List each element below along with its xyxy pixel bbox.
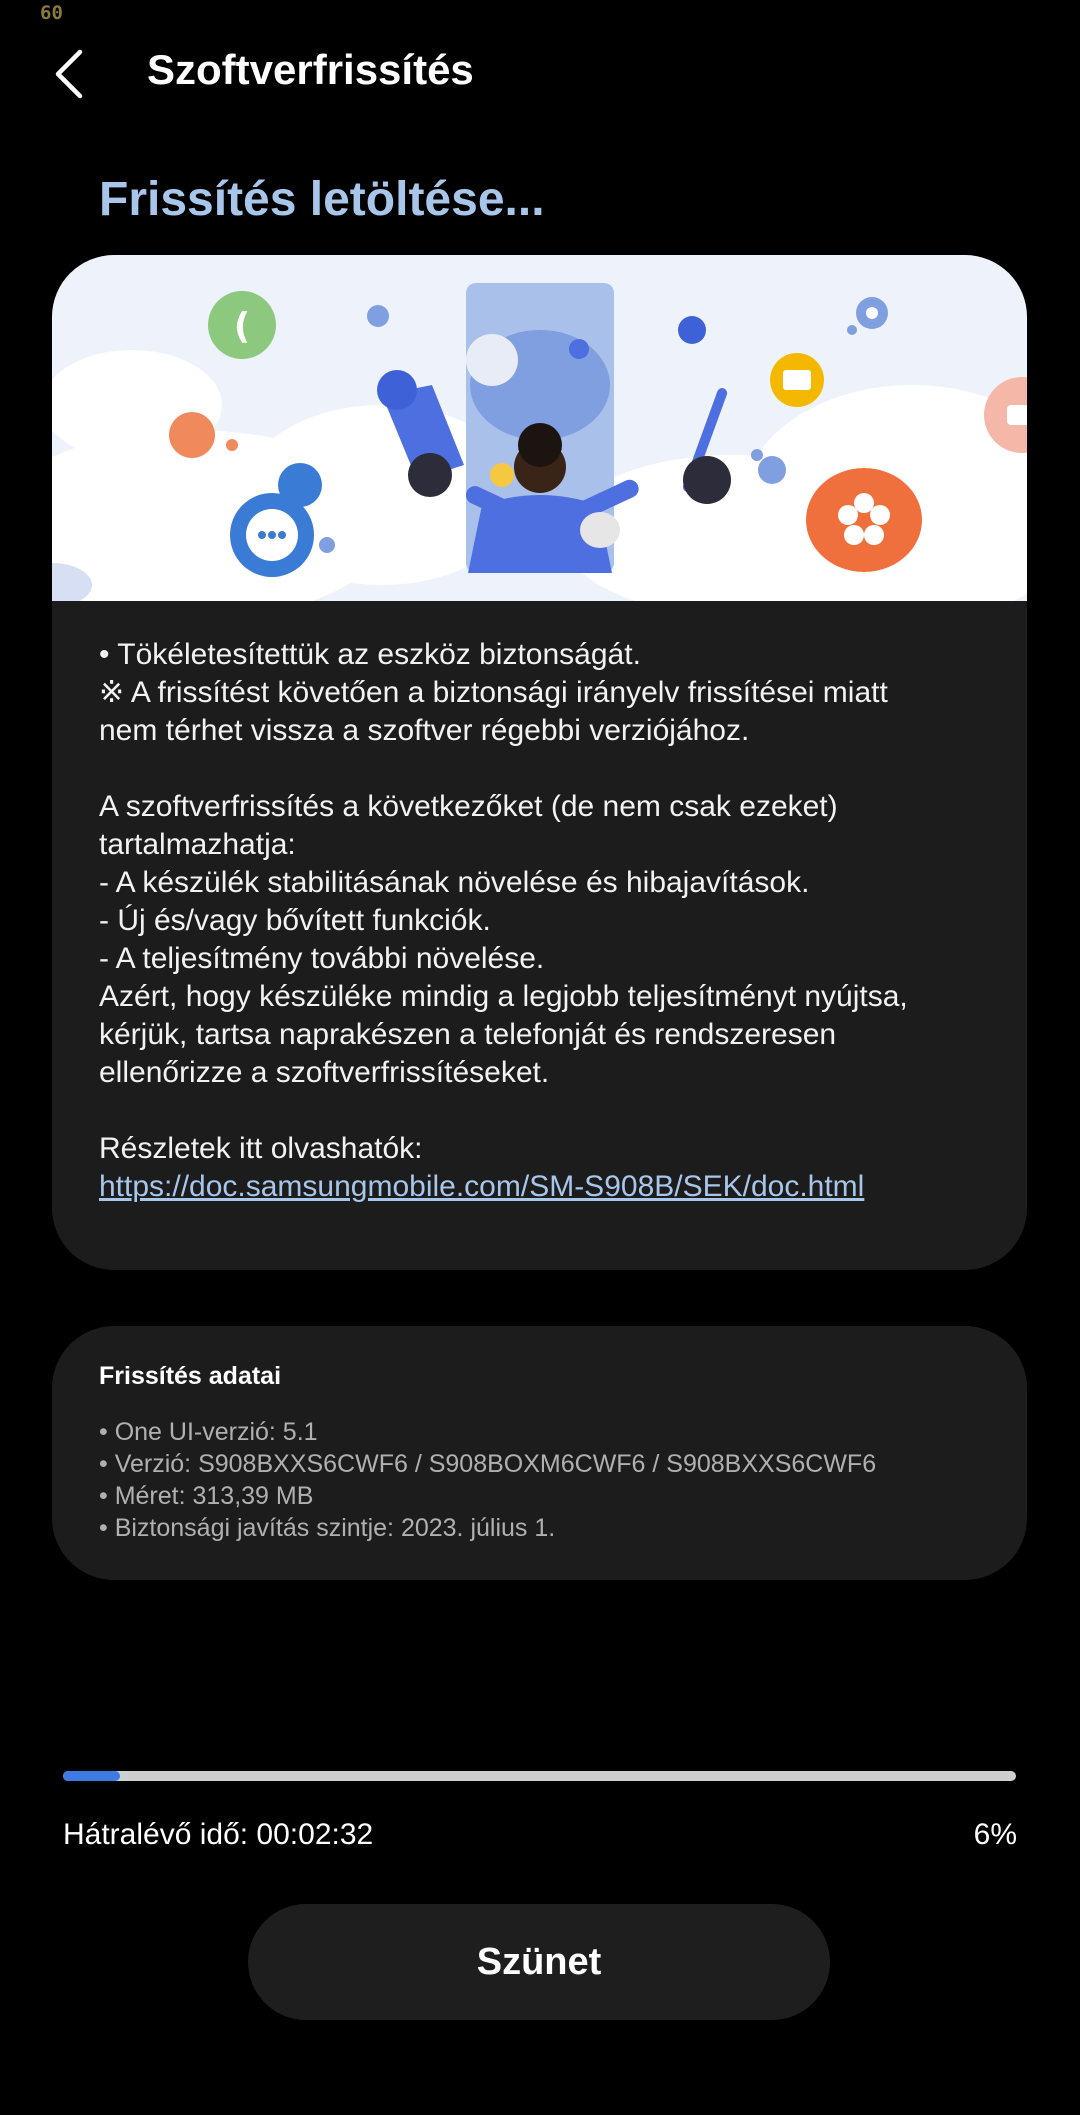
progress-percent: 6% <box>973 1818 1017 1851</box>
release-notes-text <box>99 636 999 1206</box>
notes-details-label: Részletek itt olvashatók: <box>99 1132 423 1165</box>
update-info-list <box>99 1416 876 1544</box>
update-info-title: Frissítés adatai <box>99 1362 282 1390</box>
update-info-card <box>52 1326 1027 1580</box>
download-progress-bar <box>63 1771 1016 1781</box>
notes-warning: ※ A frissítést követően a biztonsági irányelv frissítései miatt nem térhet vissza a szoftver régebbi verziójához. <box>99 676 888 747</box>
info-item-one-ui: • One UI-verzió: 5.1 <box>99 1418 318 1446</box>
notes-item: - A teljesítmény további növelése. <box>99 942 545 975</box>
notes-intro: A szoftverfrissítés a következőket (de nem csak ezeket) tartalmazhatja: <box>99 790 838 861</box>
notes-advice: Azért, hogy készüléke mindig a legjobb teljesítményt nyújtsa, kérjük, tartsa naprakészen a telefonját és rendszeresen ellenőrizze a szoftverfrissítéseket. <box>99 980 908 1089</box>
download-status-title: Frissítés letöltése... <box>99 173 545 226</box>
back-button[interactable] <box>48 46 98 102</box>
notes-item: - A készülék stabilitásának növelése és hibajavítások. <box>99 866 810 899</box>
fps-counter: 60 <box>40 2 63 24</box>
info-item-security-patch: • Biztonsági javítás szintje: 2023. július 1. <box>99 1514 556 1542</box>
info-item-version: • Verzió: S908BXXS6CWF6 / S908BOXM6CWF6 / S908BXXS6CWF6 <box>99 1450 877 1478</box>
chevron-left-icon <box>48 46 98 102</box>
remaining-time: Hátralévő idő: 00:02:32 <box>63 1818 374 1851</box>
notes-item: - Új és/vagy bővített funkciók. <box>99 904 491 937</box>
release-notes-card <box>52 255 1027 1270</box>
download-progress-fill <box>63 1771 120 1781</box>
notes-security-line: • Tökéletesítettük az eszköz biztonságát. <box>99 638 641 671</box>
details-link[interactable]: https://doc.samsungmobile.com/SM-S908B/SEK/doc.html <box>99 1170 865 1203</box>
update-illustration <box>52 255 1027 601</box>
svg-text:(: ( <box>233 306 251 347</box>
page-title: Szoftverfrissítés <box>147 46 474 93</box>
pause-button[interactable]: Szünet <box>248 1904 830 2020</box>
info-item-size: • Méret: 313,39 MB <box>99 1482 314 1510</box>
